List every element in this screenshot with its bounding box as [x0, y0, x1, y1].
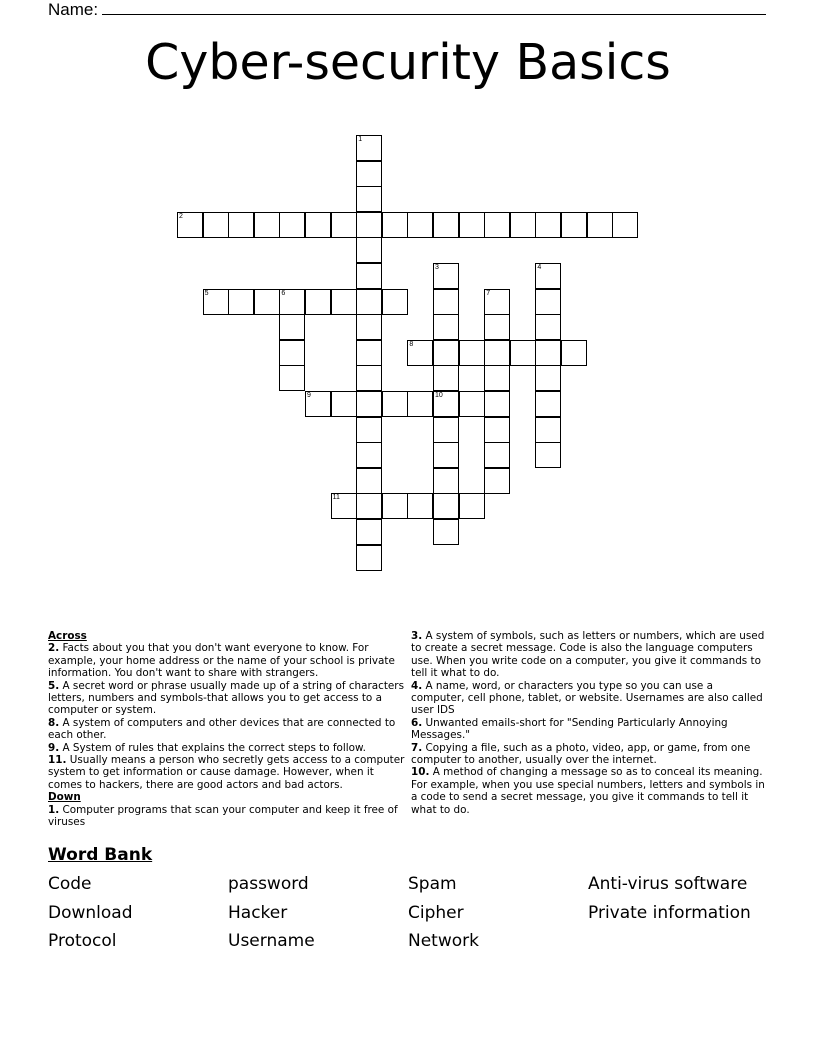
grid-cell[interactable]	[535, 263, 561, 289]
clue-text: A system of symbols, such as letters or numbers, which are used to create a secret message. Code is also the language computers use. When you write code on a computer, you give it commands to tell it what to do.	[411, 630, 765, 680]
grid-cell[interactable]	[587, 212, 613, 238]
word-bank-item: Protocol	[48, 931, 117, 951]
clue-number: 2.	[48, 642, 60, 655]
clue-number: 10.	[411, 766, 430, 779]
grid-cell[interactable]	[356, 135, 382, 161]
grid-cell[interactable]	[433, 417, 459, 443]
clue-text: A system of computers and other devices that are connected to each other.	[48, 716, 396, 742]
grid-cell[interactable]	[433, 314, 459, 340]
grid-cell[interactable]	[459, 391, 485, 417]
word-bank-item: Network	[408, 931, 479, 951]
clue-down-6	[411, 717, 767, 742]
cell-number: 6	[281, 289, 286, 297]
grid-cell[interactable]	[484, 340, 510, 366]
clue-text: Copying a file, such as a photo, video, app, or game, from one computer to another, usually over the internet.	[411, 741, 751, 767]
word-bank-item: Private information	[588, 903, 751, 923]
across-heading: Across	[48, 630, 87, 642]
clues-left-column	[48, 630, 408, 829]
clue-text: A method of changing a message so as to conceal its meaning. For example, when you use special numbers, letters and symbols in a code to send a secret message, you give it commands to tell it what to do.	[411, 766, 765, 816]
grid-cell[interactable]	[356, 289, 382, 315]
cell-number: 11	[332, 494, 340, 502]
grid-cell[interactable]	[433, 493, 459, 519]
grid-cell[interactable]	[459, 493, 485, 519]
grid-cell[interactable]	[228, 289, 254, 315]
grid-cell[interactable]	[356, 237, 382, 263]
grid-cell[interactable]	[433, 519, 459, 545]
grid-cell[interactable]	[279, 289, 305, 315]
grid-cell[interactable]	[535, 417, 561, 443]
cell-number: 5	[204, 289, 209, 297]
word-bank-item: Cipher	[408, 903, 464, 923]
cell-number: 4	[537, 264, 542, 271]
clue-across-9	[48, 742, 408, 754]
grid-cell[interactable]	[407, 212, 433, 238]
grid-cell[interactable]	[356, 340, 382, 366]
grid-cell[interactable]	[331, 493, 357, 519]
grid-cell[interactable]	[433, 212, 459, 238]
clue-down-1	[48, 804, 408, 829]
grid-cell[interactable]	[305, 212, 331, 238]
grid-cell[interactable]	[382, 289, 408, 315]
grid-cell[interactable]	[356, 263, 382, 289]
clue-text: Facts about you that you don't want everyone to know. For example, your home address or the name of your school is private information. You don't want to share with strangers.	[48, 642, 395, 680]
clue-number: 5.	[48, 679, 60, 692]
word-bank-title: Word Bank	[48, 845, 153, 865]
grid-cell[interactable]	[510, 212, 536, 238]
grid-cell[interactable]	[407, 340, 433, 366]
clue-down-4	[411, 680, 767, 717]
grid-cell[interactable]	[484, 391, 510, 417]
cell-number: 9	[307, 392, 311, 399]
word-bank-item: Anti-virus software	[588, 874, 748, 894]
grid-cell[interactable]	[484, 417, 510, 443]
grid-cell[interactable]	[356, 519, 382, 545]
clue-text: A name, word, or characters you type so you can use a computer, cell phone, tablet, or website. Usernames are also called user IDS	[411, 679, 763, 717]
grid-cell[interactable]	[228, 212, 254, 238]
grid-cell[interactable]	[254, 212, 280, 238]
clue-number: 1.	[48, 803, 60, 816]
cell-number: 1	[358, 136, 363, 143]
clue-number: 7.	[411, 741, 423, 754]
clue-text: Computer programs that scan your computer and keep it free of viruses	[48, 803, 398, 829]
grid-cell[interactable]	[407, 493, 433, 519]
grid-cell[interactable]	[484, 365, 510, 391]
clue-number: 6.	[411, 716, 423, 729]
grid-cell[interactable]	[433, 340, 459, 366]
grid-cell[interactable]	[433, 442, 459, 468]
word-bank-item: Username	[228, 931, 315, 951]
grid-cell[interactable]	[535, 340, 561, 366]
grid-cell[interactable]	[612, 212, 638, 238]
grid-cell[interactable]	[433, 289, 459, 315]
grid-cell[interactable]	[177, 212, 203, 238]
grid-cell[interactable]	[356, 161, 382, 187]
grid-cell[interactable]	[535, 442, 561, 468]
clue-number: 4.	[411, 679, 423, 692]
clue-text: A secret word or phrase usually made up of a string of characters letters, numbers and symbols-that allows you to get access to a computer or system.	[48, 679, 404, 717]
grid-cell[interactable]	[484, 468, 510, 494]
grid-cell[interactable]	[356, 391, 382, 417]
grid-cell[interactable]	[356, 314, 382, 340]
grid-cell[interactable]	[535, 365, 561, 391]
grid-cell[interactable]	[331, 289, 357, 315]
cell-number: 8	[409, 340, 414, 348]
grid-cell[interactable]	[433, 468, 459, 494]
grid-cell[interactable]	[484, 314, 510, 340]
grid-cell[interactable]	[356, 493, 382, 519]
grid-cell[interactable]	[356, 417, 382, 443]
grid-cell[interactable]	[279, 365, 305, 391]
clue-text: Usually means a person who secretly gets access to a computer system to get information or cause damage. However, when it comes to hackers, there are good actors and bad actors.	[48, 754, 405, 791]
clue-number: 8.	[48, 716, 60, 729]
grid-cell[interactable]	[407, 391, 433, 417]
grid-cell[interactable]	[382, 212, 408, 238]
grid-cell[interactable]	[356, 186, 382, 212]
grid-cell[interactable]	[382, 391, 408, 417]
grid-cell[interactable]	[382, 493, 408, 519]
name-label: Name:	[48, 0, 99, 19]
grid-cell[interactable]	[279, 340, 305, 366]
word-bank-item: Spam	[408, 874, 457, 894]
grid-cell[interactable]	[484, 212, 510, 238]
grid-cell[interactable]	[535, 212, 561, 238]
grid-cell[interactable]	[510, 340, 536, 366]
grid-cell[interactable]	[356, 442, 382, 468]
word-bank-item: Code	[48, 874, 92, 894]
down-heading: Down	[48, 791, 81, 804]
grid-cell[interactable]	[484, 442, 510, 468]
clue-number: 3.	[411, 630, 423, 642]
grid-cell[interactable]	[279, 314, 305, 340]
clue-across-2	[48, 642, 408, 679]
grid-cell[interactable]	[535, 314, 561, 340]
clue-down-7	[411, 742, 767, 767]
word-bank-item: password	[228, 874, 309, 894]
grid-cell[interactable]	[331, 391, 357, 417]
grid-cell[interactable]	[535, 391, 561, 417]
clue-number: 9.	[48, 741, 60, 754]
cell-number: 2	[179, 212, 183, 220]
grid-cell[interactable]	[561, 340, 587, 366]
grid-cell[interactable]	[331, 212, 357, 238]
clue-down-10	[411, 766, 767, 816]
grid-cell[interactable]	[433, 365, 459, 391]
cell-number: 7	[486, 289, 491, 297]
grid-cell[interactable]	[356, 365, 382, 391]
word-bank-item: Hacker	[228, 903, 288, 923]
grid-cell[interactable]	[433, 391, 459, 417]
page-title: Cyber-security Basics	[145, 34, 671, 91]
grid-cell[interactable]	[459, 340, 485, 366]
clue-text: Unwanted emails-short for "Sending Particularly Annoying Messages."	[411, 716, 728, 742]
cell-number: 3	[435, 264, 439, 271]
grid-cell[interactable]	[203, 212, 229, 238]
grid-cell[interactable]	[459, 212, 485, 238]
grid-cell[interactable]	[254, 289, 280, 315]
grid-cell[interactable]	[305, 391, 331, 417]
clue-across-11	[48, 754, 408, 791]
clues-right-column	[411, 630, 767, 816]
word-bank-item: Download	[48, 903, 133, 923]
clue-across-8	[48, 717, 408, 742]
clue-text: A System of rules that explains the correct steps to follow.	[59, 741, 366, 754]
grid-cell[interactable]	[535, 289, 561, 315]
grid-cell[interactable]	[356, 212, 382, 238]
grid-cell[interactable]	[484, 289, 510, 315]
grid-cell[interactable]	[356, 468, 382, 494]
grid-cell[interactable]	[561, 212, 587, 238]
clue-down-3	[411, 630, 767, 680]
clue-number: 11.	[48, 754, 67, 767]
grid-cell[interactable]	[433, 263, 459, 289]
clue-across-5	[48, 680, 408, 717]
grid-cell[interactable]	[305, 289, 331, 315]
cell-number: 10	[435, 392, 443, 399]
grid-cell[interactable]	[279, 212, 305, 238]
grid-cell[interactable]	[356, 545, 382, 571]
grid-cell[interactable]	[203, 289, 229, 315]
